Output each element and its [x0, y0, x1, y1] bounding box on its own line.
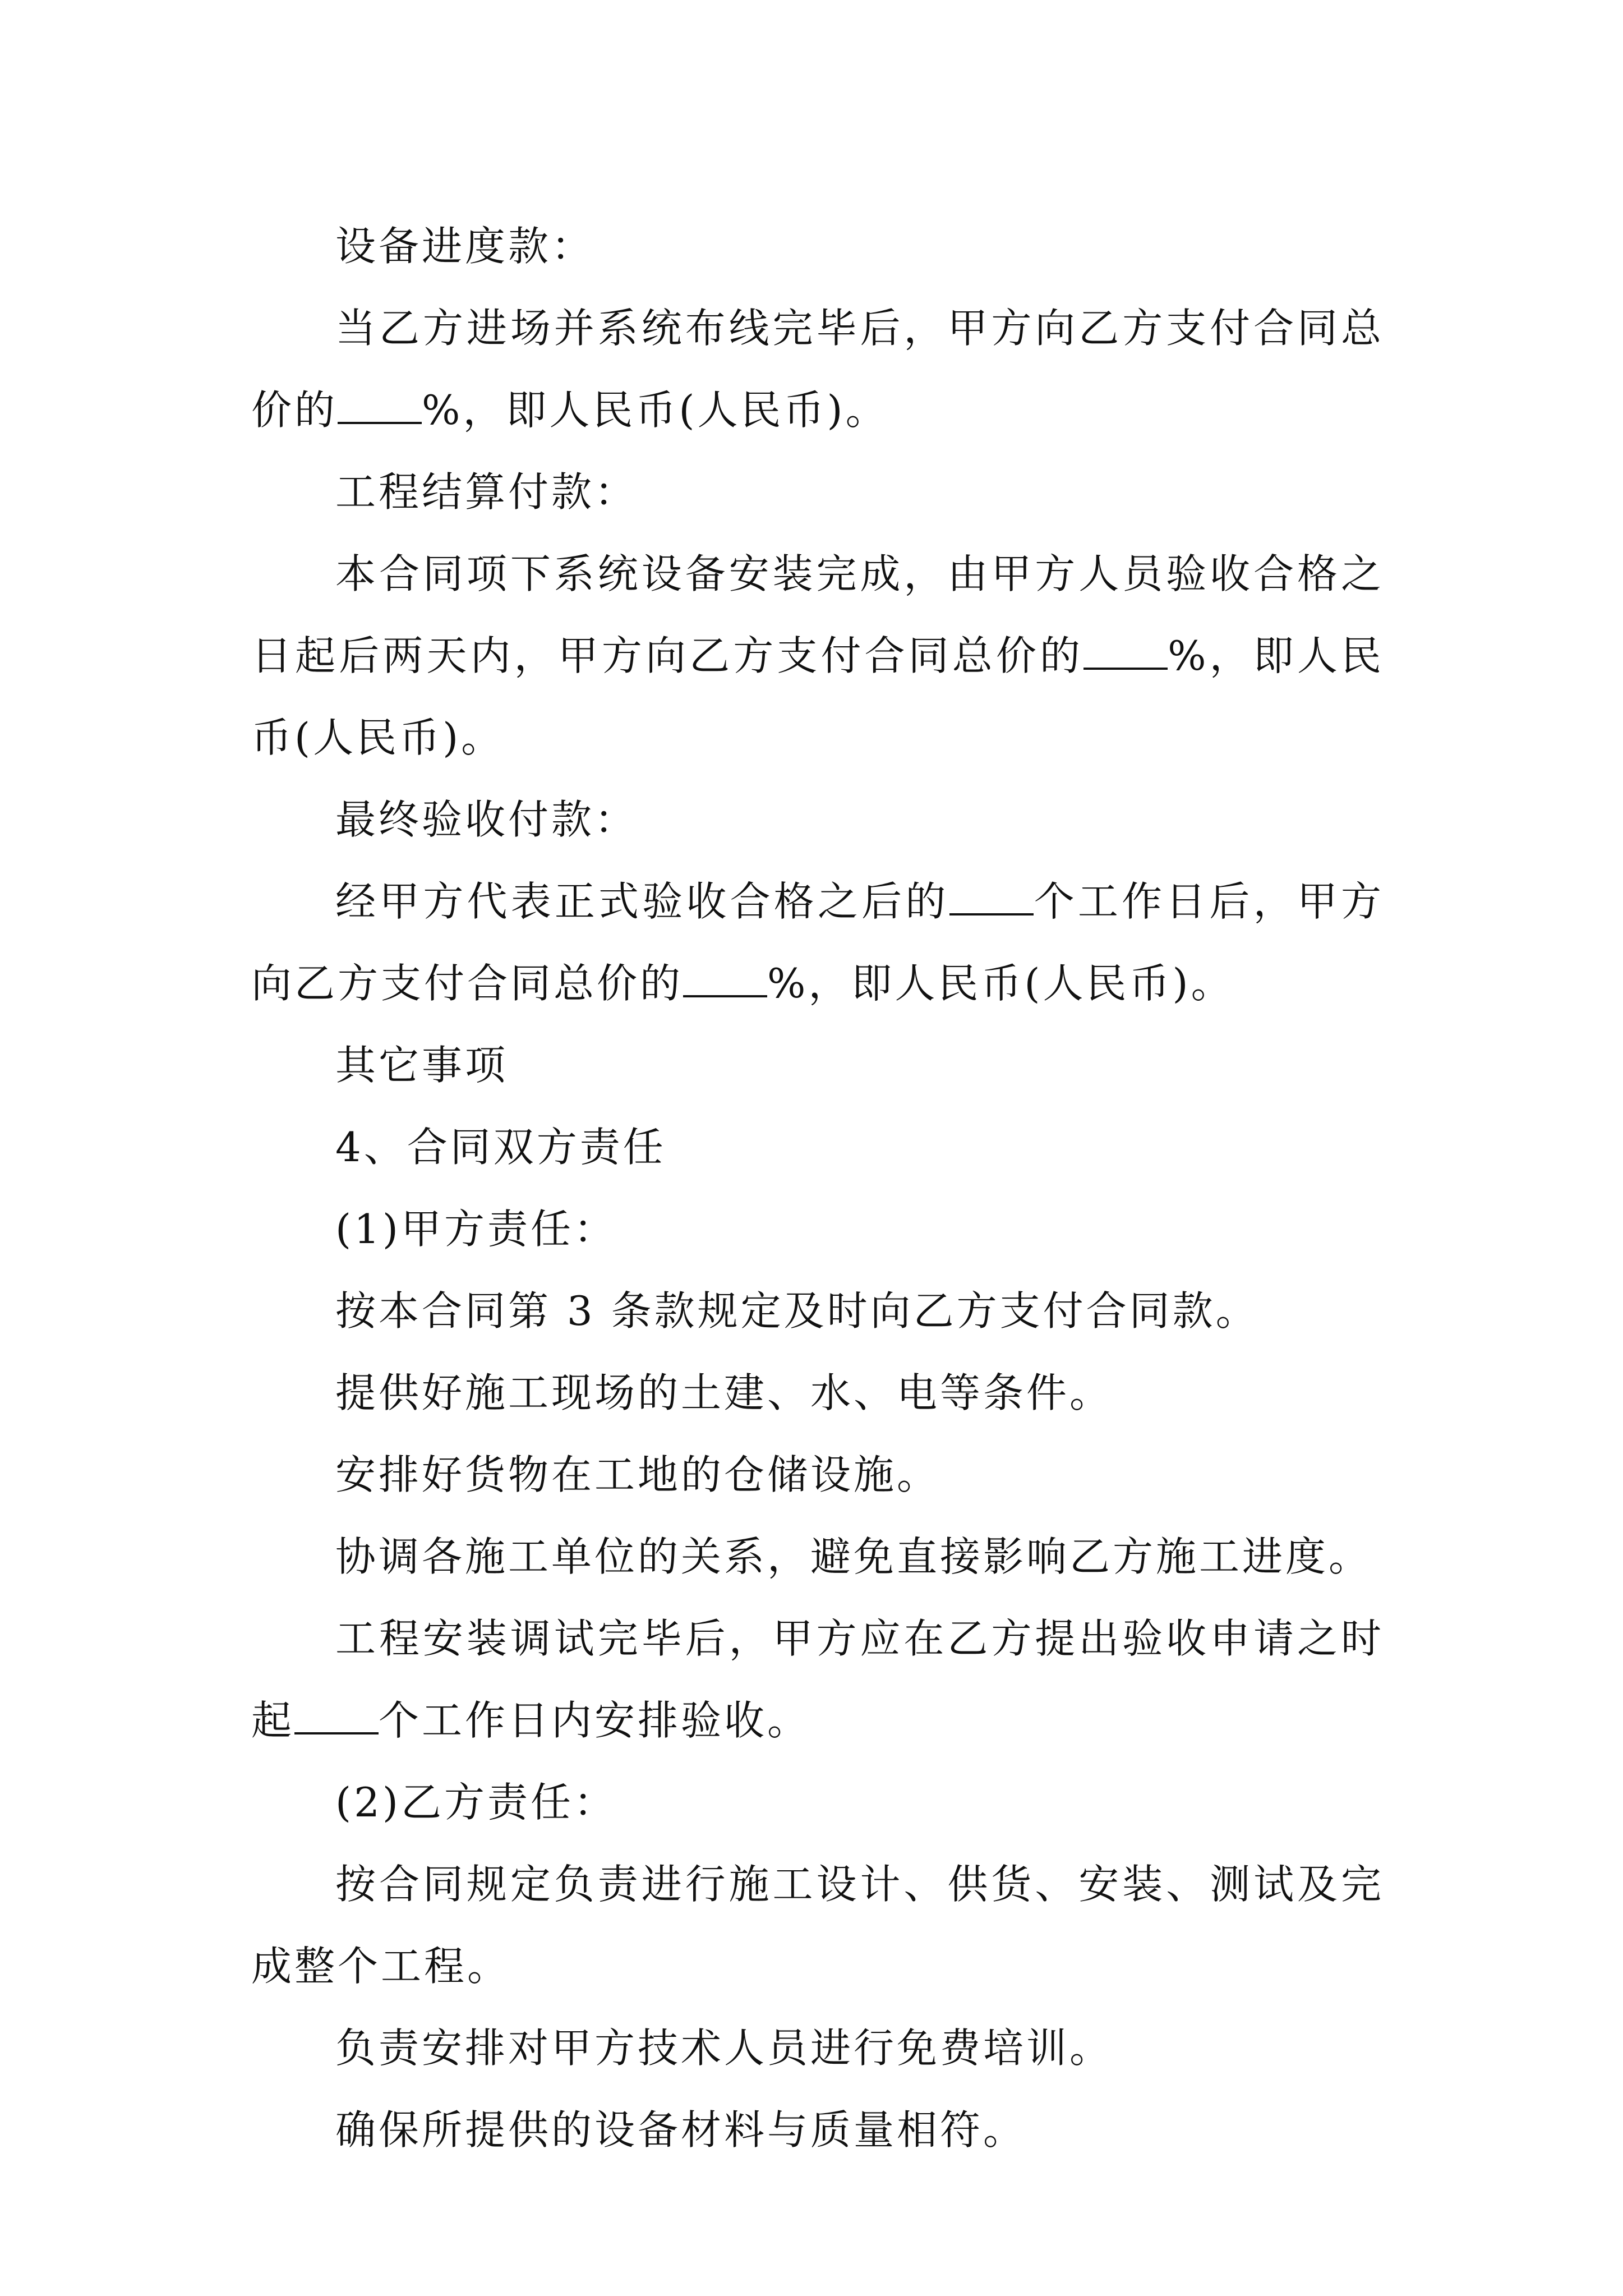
paragraph-text: 经甲方代表正式验收合格之后的 — [335, 878, 949, 925]
paragraph-final-acceptance-terms — [251, 861, 1384, 1024]
paragraph-other-matters-heading — [251, 1024, 1384, 1106]
paragraph-text: 工程结算付款： — [335, 468, 638, 516]
paragraph-text: 其它事项 — [335, 1042, 509, 1089]
paragraph-party-b-responsibilities-heading — [251, 1761, 1384, 1843]
paragraph-text: (2)乙方责任： — [335, 1779, 617, 1826]
paragraph-text: 按本合同第 3 条款规定及时向乙方支付合同款。 — [335, 1287, 1259, 1335]
paragraph-settlement-payment-heading — [251, 451, 1384, 533]
paragraph-equipment-progress-payment-terms — [251, 287, 1384, 451]
paragraph-text: 个工作日后，甲方向乙方支付合同总价的 — [251, 878, 1384, 1007]
paragraph-party-a-item — [251, 1516, 1384, 1598]
paragraph-text: 确保所提供的设备材料与质量相符。 — [335, 2106, 1027, 2154]
paragraph-text: %，即人民币(人民币)。 — [767, 960, 1234, 1007]
paragraph-text: 设备进度款： — [335, 223, 595, 270]
paragraph-party-a-responsibilities-heading — [251, 1188, 1384, 1270]
fill-in-blank — [338, 389, 422, 424]
fill-in-blank — [1083, 635, 1168, 670]
paragraph-responsibilities-heading — [251, 1106, 1384, 1188]
fill-in-blank — [683, 963, 767, 997]
paragraph-party-a-item — [251, 1352, 1384, 1434]
paragraph-text: 个工作日内安排验收。 — [379, 1697, 811, 1744]
document-body — [251, 205, 1384, 2171]
paragraph-party-a-item — [251, 1434, 1384, 1516]
paragraph-final-acceptance-heading — [251, 779, 1384, 861]
paragraph-text: 提供好施工现场的土建、水、电等条件。 — [335, 1369, 1113, 1416]
paragraph-party-a-item — [251, 1270, 1384, 1352]
fill-in-blank — [949, 881, 1034, 915]
paragraph-party-a-item — [251, 1598, 1384, 1761]
paragraph-text: 工程安装调试完毕后，甲方应在乙方提出验收申请之时起 — [251, 1615, 1384, 1744]
paragraph-text: 安排好货物在工地的仓储设施。 — [335, 1451, 940, 1498]
paragraph-text: %，即人民币(人民币)。 — [422, 386, 889, 434]
paragraph-text: 4、合同双方责任 — [335, 1124, 666, 1171]
fill-in-blank — [294, 1700, 379, 1734]
paragraph-text: 负责安排对甲方技术人员进行免费培训。 — [335, 2024, 1113, 2072]
paragraph-text: 按合同规定负责进行施工设计、供货、安装、测试及完成整个工程。 — [251, 1861, 1384, 1990]
paragraph-text: 最终验收付款： — [335, 796, 638, 843]
paragraph-text: (1)甲方责任： — [335, 1205, 617, 1253]
paragraph-party-b-item — [251, 1843, 1384, 2007]
paragraph-text: 协调各施工单位的关系，避免直接影响乙方施工进度。 — [335, 1533, 1372, 1580]
paragraph-equipment-progress-payment-heading — [251, 205, 1384, 287]
paragraph-text: 当乙方进场并系统布线完毕后，甲方向乙方支付合同总价的 — [251, 305, 1384, 434]
paragraph-text: %，即人民币(人民币)。 — [251, 632, 1384, 761]
paragraph-party-b-item — [251, 2089, 1384, 2171]
paragraph-settlement-payment-terms — [251, 533, 1384, 779]
paragraph-text: 本合同项下系统设备安装完成，由甲方人员验收合格之日起后两天内，甲方向乙方支付合同总价的 — [251, 550, 1384, 679]
paragraph-party-b-item — [251, 2007, 1384, 2089]
